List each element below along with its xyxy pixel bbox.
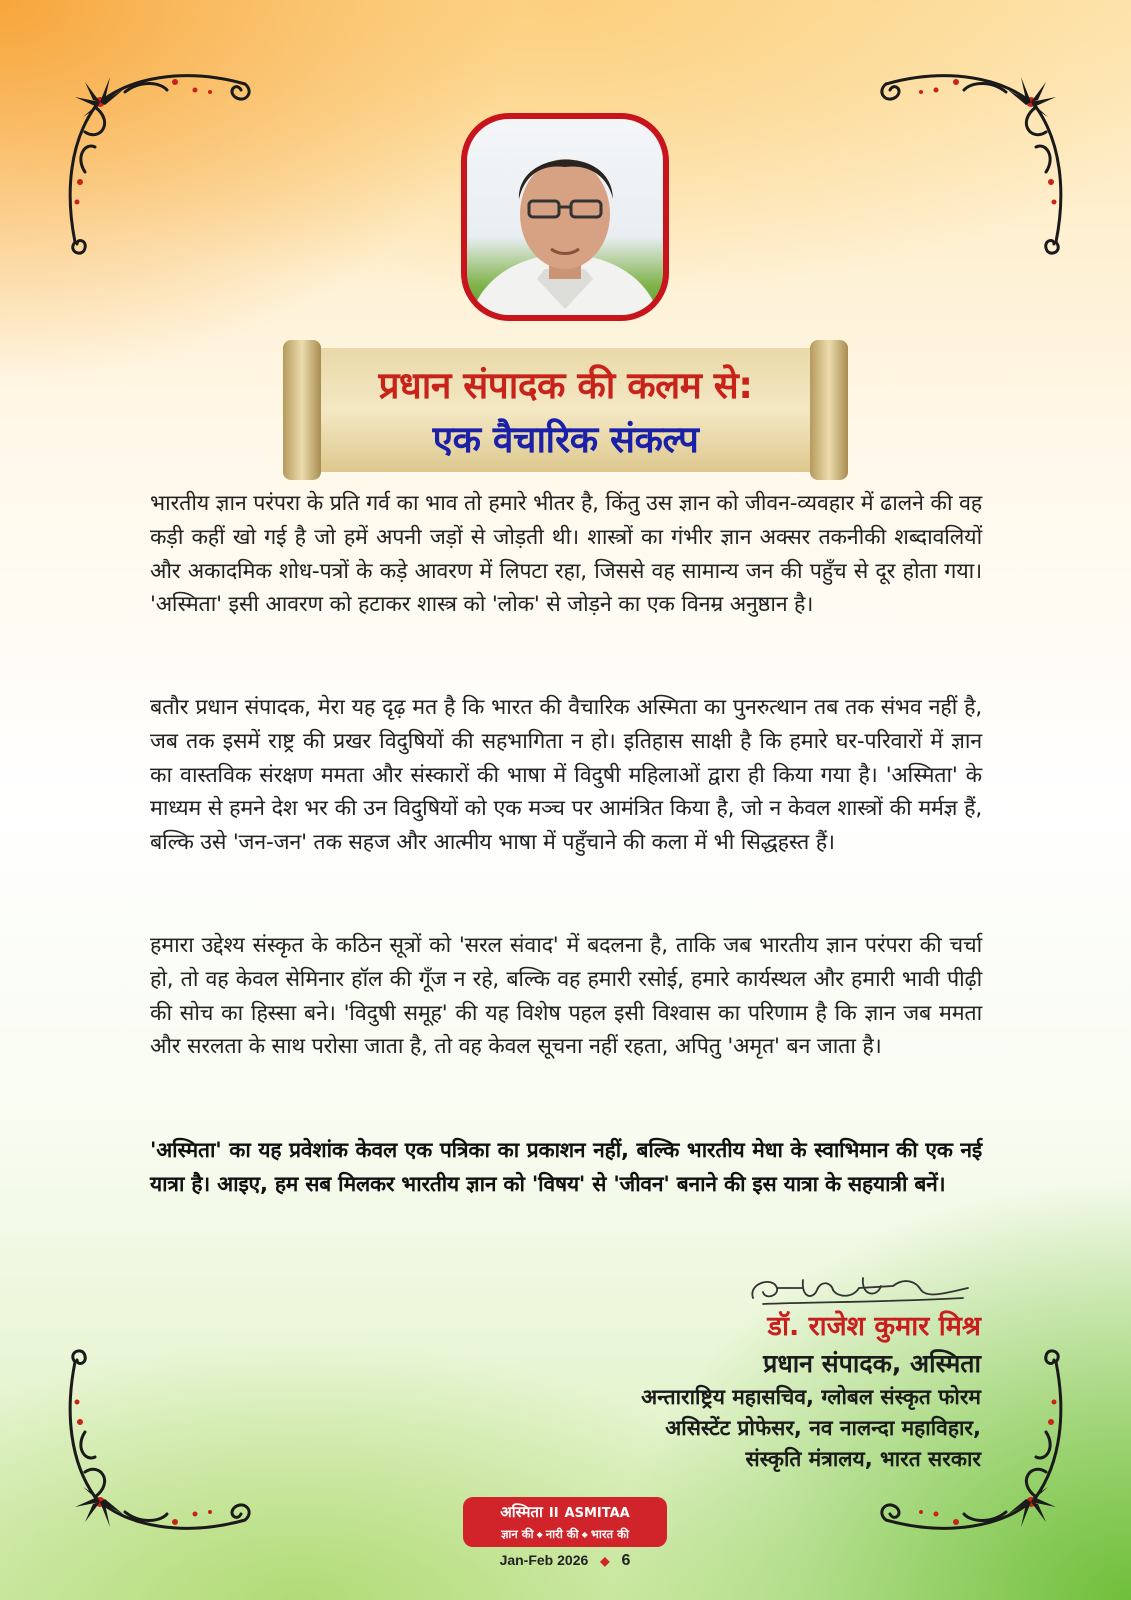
author-name: डॉ. राजेश कुमार मिश्र <box>767 1311 981 1342</box>
badge-separator: II <box>548 1506 559 1521</box>
author-line-2: असिस्टेंट प्रोफेसर, नव नालन्दा महाविहार, <box>665 1416 981 1440</box>
asmitaa-badge <box>463 1497 667 1547</box>
paragraph-1: भारतीय ज्ञान परंपरा के प्रति गर्व का भाव तो हमारे भीतर है, किंतु उस ज्ञान को जीवन-व्यवहार में ढालने की वह कड़ी कहीं खो गई है जो हमें अपनी जड़ों से जोड़ती थी। शास्त्रों का गंभीर ज्ञान अक्सर तकनीकी शब्दावलियों और अकादमिक शोध-पत्रों के कड़े आवरण में लिपटा रहा, जिससे वह सामान्य जन की पहुँच से दूर होता गया। 'अस्मिता' इसी आवरण को हटाकर शास्त्र को 'लोक' से जोड़ने का एक विनम्र अनुष्ठान है। <box>150 491 982 618</box>
badge-hindi: अस्मिता <box>500 1503 543 1521</box>
corner-ornament-icon <box>876 62 1076 262</box>
badge-sub-2: नारी की <box>545 1527 579 1541</box>
badge-english: ASMITAA <box>564 1506 630 1521</box>
badge-sub-1: ज्ञान की <box>501 1527 534 1541</box>
diamond-icon: ◆ <box>536 1529 543 1539</box>
portrait-photo <box>461 113 669 321</box>
page-number: 6 <box>621 1552 631 1569</box>
heading-line-2: एक वैचारिक संकल्प <box>432 418 699 461</box>
heading-line-1: प्रधान संपादक की कलम से: <box>378 364 753 407</box>
page-footer <box>463 1552 667 1570</box>
issue-date: Jan-Feb 2026 <box>499 1552 589 1568</box>
badge-sub-3: भारत की <box>590 1527 629 1541</box>
author-line-3: संस्कृति मंत्रालय, भारत सरकार <box>745 1447 981 1471</box>
signature-block <box>641 1308 981 1475</box>
corner-ornament-icon <box>55 62 255 262</box>
author-line-1: अन्ताराष्ट्रिय महासचिव, ग्लोबल संस्कृत फोरम <box>641 1385 981 1409</box>
paragraph-4-bold: 'अस्मिता' का यह प्रवेशांक केवल एक पत्रिका का प्रकाशन नहीं, बल्कि भारतीय मेधा के स्वाभिमान की एक नई यात्रा है। आइए, हम सब मिलकर भारतीय ज्ञान को 'विषय' से 'जीवन' बनाने की इस यात्रा के सहयात्री बनें। <box>150 1138 982 1196</box>
corner-ornament-icon <box>55 1342 255 1542</box>
scroll-banner <box>283 340 848 480</box>
author-role: प्रधान संपादक, अस्मिता <box>763 1349 981 1378</box>
paragraph-2: बतौर प्रधान संपादक, मेरा यह दृढ़ मत है कि भारत की वैचारिक अस्मिता का पुनरुत्थान तब तक संभव नहीं है, जब तक इसमें राष्ट्र की प्रखर विदुषियों की सहभागिता न हो। इतिहास साक्षी है कि हमारे घर-परिवारों में ज्ञान का वास्तविक संरक्षण ममता और संस्कारों की भाषा में विदुषी महिलाओं द्वारा ही किया गया है। 'अस्मिता' के माध्यम से हमने देश भर की उन विदुषियों को एक मञ्च पर आमंत्रित किया है, जो न केवल शास्त्रों की मर्मज्ञ हैं, बल्कि उसे 'जन-जन' तक सहज और आत्मीय भाषा में पहुँचाने की कला में भी सिद्धहस्त हैं। <box>150 695 982 856</box>
paragraph-3: हमारा उद्देश्य संस्कृत के कठिन सूत्रों को 'सरल संवाद' में बदलना है, ताकि जब भारतीय ज्ञान परंपरा की चर्चा हो, तो वह केवल सेमिनार हॉल की गूँज न रहे, बल्कि वह हमारी रसोई, हमारे कार्यस्थल और हमारी भावी पीढ़ी की सोच का हिस्सा बने। 'विदुषी समूह' की यह विशेष पहल इसी विश्वास का परिणाम है कि ज्ञान जब ममता और सरलता के साथ परोसा जाता है, तो वह केवल सूचना नहीं रहता, अपितु 'अमृत' बन जाता है। <box>150 933 982 1060</box>
diamond-icon: ◆ <box>581 1529 588 1539</box>
diamond-icon: ◆ <box>600 1554 610 1568</box>
handwritten-signature <box>743 1268 973 1310</box>
